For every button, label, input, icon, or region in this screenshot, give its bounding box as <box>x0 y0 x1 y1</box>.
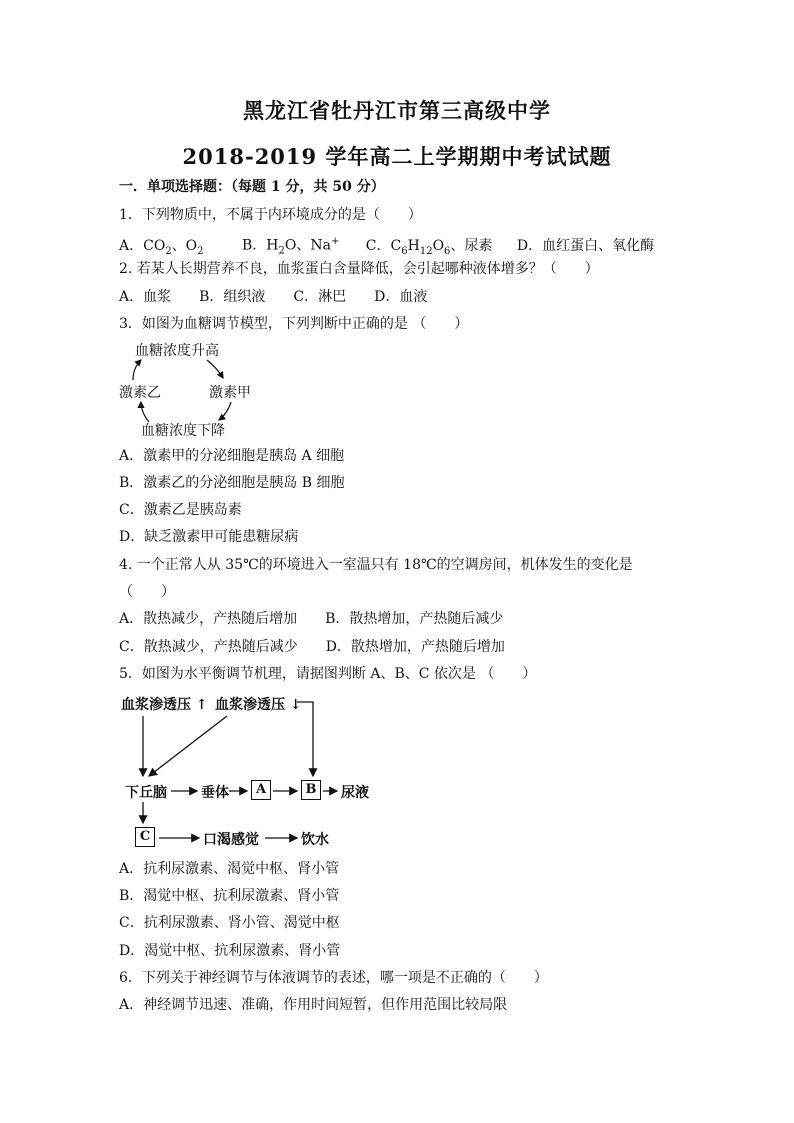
question-4-stem: 4. 一个正常人从 35℃的环境进入一室温只有 18℃的空调房间，机体发生的变化是 <box>119 557 633 573</box>
label-plasma-osmotic-down: 血浆渗透压 ↓ <box>215 697 302 713</box>
label-urine: 尿液 <box>341 785 369 801</box>
question-5-option-b: B．渴觉中枢、抗利尿激素、肾小管 <box>119 888 340 904</box>
question-4-paren: （ ） <box>119 584 175 600</box>
school-title: 黑龙江省牡丹江市第三高级中学 <box>243 98 551 123</box>
question-5-option-d: D．渴觉中枢、抗利尿激素、肾小管 <box>119 943 341 959</box>
arrow-top-to-right <box>207 360 223 378</box>
label-hypothalamus: 下丘脑 <box>125 785 167 801</box>
label-drink-water: 饮水 <box>301 832 329 848</box>
question-3-option-c: C．激素乙是胰岛素 <box>119 502 242 518</box>
question-3-option-a: A．激素甲的分泌细胞是胰岛 A 细胞 <box>119 448 345 464</box>
label-pituitary: 垂体 <box>201 785 229 801</box>
question-5-stem: 5．如图为水平衡调节机理，请据图判断 A、B、C 依次是 （ ） <box>119 666 537 682</box>
cycle-arrows <box>119 340 269 440</box>
question-4-options-cd: C．散热减少，产热随后减少 D．散热增加，产热随后增加 <box>119 639 505 655</box>
box-c: C <box>135 827 155 847</box>
section-heading: 一．单项选择题：（每题 1 分，共 50 分） <box>119 179 385 195</box>
exam-title: 2018-2019 学年高二上学期期中考试试题 <box>182 144 612 169</box>
diagram-label-hormone-yi: 激素乙 <box>119 385 161 401</box>
q1-option-c: C．$C_6H_{12}O_6$、尿素 <box>365 237 493 257</box>
q1-option-b: B．$H_2O$、Na+ <box>242 236 340 257</box>
q1-option-a: A．$CO_2$、$O_2$ <box>119 237 204 257</box>
arrow-bottom-to-left <box>141 402 149 422</box>
arrow-right-to-bottom <box>219 402 231 420</box>
question-3-stem: 3．如图为血糖调节模型，下列判断中正确的是 （ ） <box>119 316 469 332</box>
diagram-label-glucose-drop: 血糖浓度下降 <box>141 423 225 439</box>
water-balance-diagram <box>119 690 379 850</box>
box-a: A <box>251 780 271 800</box>
label-thirst: 口渴感觉 <box>203 832 259 848</box>
arrow-plasma-down-to-hypothalamus <box>149 716 227 776</box>
water-balance-arrows <box>119 690 379 850</box>
question-6-stem: 6．下列关于神经调节与体液调节的表述，哪一项是不正确的（ ） <box>119 970 548 986</box>
question-2-options: A．血浆 B．组织液 C．淋巴 D．血液 <box>119 289 428 305</box>
question-5-option-a: A．抗利尿激素、渴觉中枢、肾小管 <box>119 861 340 877</box>
question-1-options <box>119 233 654 260</box>
diagram-label-hormone-jia: 激素甲 <box>209 385 251 401</box>
question-1-stem: 1．下列物质中，不属于内环境成分的是（ ） <box>119 207 422 223</box>
diagram-label-glucose-rise: 血糖浓度升高 <box>135 343 219 359</box>
arrow-left-to-top <box>133 360 141 380</box>
label-plasma-osmotic-up: 血浆渗透压 ↑ <box>121 697 208 713</box>
question-4-options-ab: A．散热减少，产热随后增加 B．散热增加，产热随后减少 <box>119 611 504 627</box>
box-b: B <box>301 780 321 800</box>
q1-option-d: D．血红蛋白、氧化酶 <box>516 237 655 254</box>
question-6-option-a: A．神经调节迅速、准确，作用时间短暂，但作用范围比较局限 <box>119 997 508 1013</box>
question-2-stem: 2. 若某人长期营养不良，血浆蛋白含量降低，会引起哪种液体增多？（ ） <box>119 261 599 277</box>
question-5-option-c: C．抗利尿激素、肾小管、渴觉中枢 <box>119 915 340 931</box>
question-3-option-b: B．激素乙的分泌细胞是胰岛 B 细胞 <box>119 475 345 491</box>
blood-sugar-cycle-diagram <box>119 340 269 440</box>
arrow-plasma-down-to-b <box>297 702 313 776</box>
question-3-option-d: D．缺乏激素甲可能患糖尿病 <box>119 529 299 545</box>
